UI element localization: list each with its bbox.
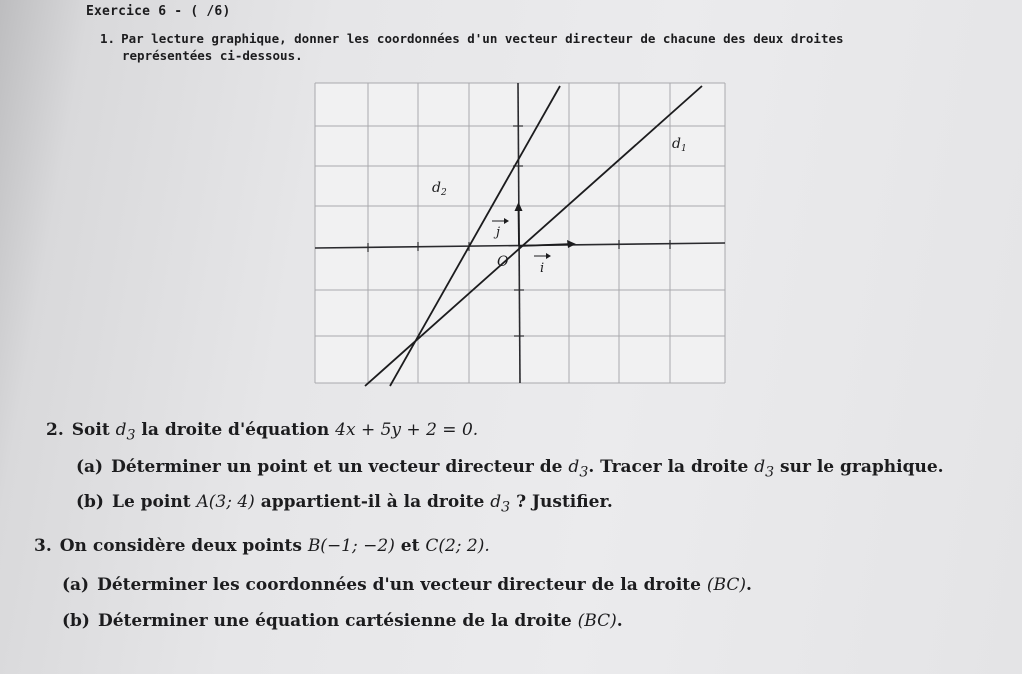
graph-svg [310, 78, 730, 388]
question-2a-text2: . Tracer la droite [588, 457, 755, 477]
question-3 [34, 536, 490, 556]
question-3a-end: . [746, 575, 752, 595]
question-2-number: 2. [46, 420, 64, 440]
question-3a [62, 575, 752, 595]
question-2a-text1: Déterminer un point et un vecteur directeur de [111, 457, 569, 477]
question-3-point-b: B(−1; −2) [307, 536, 395, 556]
question-1-text-line2: représentées ci-dessous. [122, 48, 303, 63]
question-3-text1: On considère deux points [59, 536, 308, 556]
question-3b-line: (BC) [577, 611, 617, 631]
question-2b-text2: appartient-il à la droite [254, 492, 491, 512]
label-origin: O [497, 254, 509, 270]
question-1-number: 1. [100, 31, 116, 46]
question-1 [100, 30, 910, 64]
question-2a-var: $d_3$ [568, 457, 589, 481]
question-3-number: 3. [34, 536, 52, 556]
question-3b [62, 611, 623, 631]
question-3a-line: (BC) [706, 575, 746, 595]
question-2a [76, 457, 944, 480]
question-1-text-line1: Par lecture graphique, donner les coordonnées d'un vecteur directeur de chacune des deux droites [121, 31, 844, 46]
question-2b [76, 492, 613, 515]
exercise-title: Exercice 6 - ( /6) [86, 4, 231, 19]
question-2-text-mid: la droite d'équation [135, 420, 336, 440]
question-2b-point: A(3; 4) [196, 492, 255, 512]
question-3-text2: et [394, 536, 426, 556]
question-3a-label: (a) [62, 575, 90, 595]
graph [310, 78, 730, 388]
question-2-equation: 4x + 5y + 2 = 0. [335, 420, 479, 440]
question-3b-end: . [616, 611, 623, 631]
question-2b-label: (b) [76, 492, 104, 512]
question-2-var: $d_3$ [115, 420, 136, 444]
label-i: i [540, 261, 545, 276]
question-2a-var2: $d_3$ [754, 457, 775, 481]
label-j: j [496, 225, 501, 240]
vector-j-arrow [519, 206, 520, 246]
question-2b-text1: Le point [111, 492, 197, 512]
question-2a-text3: sur le graphique. [774, 457, 944, 477]
question-3a-text: Déterminer les coordonnées d'un vecteur directeur de la droite [97, 575, 707, 595]
label-d2: $d_2$ [432, 180, 447, 198]
question-3b-label: (b) [62, 611, 90, 631]
question-2 [46, 420, 478, 443]
question-3-point-c: C(2; 2). [425, 536, 490, 556]
question-2b-var: $d_3$ [490, 492, 511, 516]
question-2-text-pre: Soit [71, 420, 116, 440]
question-2a-label: (a) [76, 457, 104, 477]
label-d1: $d_1$ [672, 136, 687, 154]
question-2b-text3: ? Justifier. [510, 492, 613, 512]
question-3b-text: Déterminer une équation cartésienne de la droite [97, 611, 578, 631]
